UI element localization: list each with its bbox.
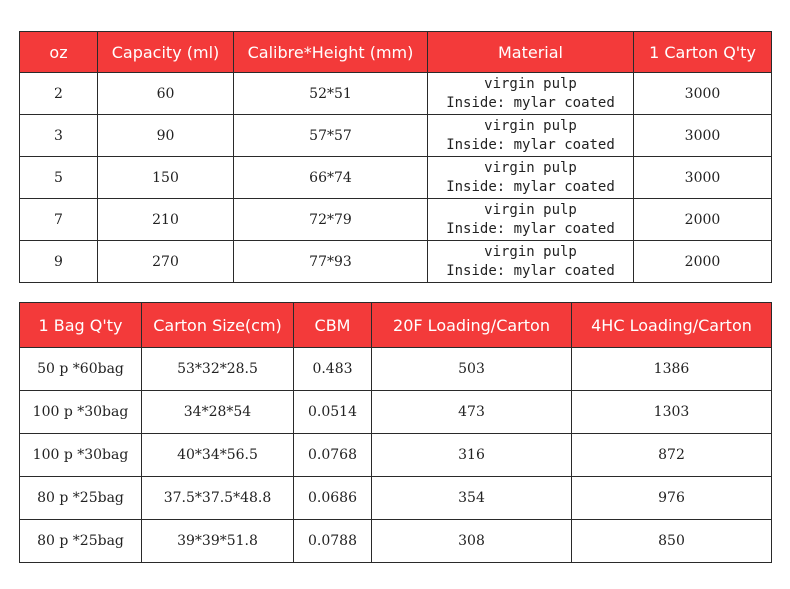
header-carton-size: Carton Size(cm) (142, 303, 294, 348)
table-row (20, 477, 772, 520)
cell-capacity: 90 (98, 115, 234, 157)
material-line-2: Inside: mylar coated (446, 136, 615, 153)
cell-carton-size: 53*32*28.5 (142, 348, 294, 391)
cell-capacity: 150 (98, 157, 234, 199)
cell-oz: 2 (20, 73, 98, 115)
cell-cbm: 0.0686 (294, 477, 372, 520)
cell-20f-loading: 503 (372, 348, 572, 391)
table-row (20, 199, 772, 241)
cell-oz: 5 (20, 157, 98, 199)
cell-carton-size: 34*28*54 (142, 391, 294, 434)
material-line-2: Inside: mylar coated (446, 94, 615, 111)
cell-calibre: 52*51 (234, 73, 428, 115)
material-line-1: virgin pulp (484, 75, 577, 92)
table-row (20, 520, 772, 563)
table-row (20, 157, 772, 199)
header-bag-qty: 1 Bag Q'ty (20, 303, 142, 348)
material-line-1: virgin pulp (484, 201, 577, 218)
header-capacity: Capacity (ml) (98, 32, 234, 73)
cell-20f-loading: 473 (372, 391, 572, 434)
material-line-1: virgin pulp (484, 159, 577, 176)
cell-carton-size: 37.5*37.5*48.8 (142, 477, 294, 520)
cell-bag-qty: 80 p *25bag (20, 477, 142, 520)
header-20f-loading: 20F Loading/Carton (372, 303, 572, 348)
cell-cbm: 0.0514 (294, 391, 372, 434)
cell-oz: 9 (20, 241, 98, 283)
cell-4hc-loading: 1303 (572, 391, 772, 434)
cell-oz: 7 (20, 199, 98, 241)
table-row (20, 434, 772, 477)
table-row (20, 348, 772, 391)
cell-carton-qty: 3000 (634, 115, 772, 157)
cell-capacity: 60 (98, 73, 234, 115)
cell-4hc-loading: 976 (572, 477, 772, 520)
cell-capacity: 210 (98, 199, 234, 241)
cell-carton-qty: 3000 (634, 73, 772, 115)
spec-header-row (20, 32, 772, 73)
cell-carton-qty: 3000 (634, 157, 772, 199)
cell-4hc-loading: 850 (572, 520, 772, 563)
table-row (20, 391, 772, 434)
cell-bag-qty: 100 p *30bag (20, 434, 142, 477)
cell-4hc-loading: 1386 (572, 348, 772, 391)
cell-20f-loading: 316 (372, 434, 572, 477)
material-line-2: Inside: mylar coated (446, 178, 615, 195)
header-calibre-height: Calibre*Height (mm) (234, 32, 428, 73)
cell-oz: 3 (20, 115, 98, 157)
table-row (20, 115, 772, 157)
material-line-1: virgin pulp (484, 117, 577, 134)
cell-cbm: 0.0768 (294, 434, 372, 477)
cell-bag-qty: 80 p *25bag (20, 520, 142, 563)
cell-carton-qty: 2000 (634, 241, 772, 283)
material-line-2: Inside: mylar coated (446, 220, 615, 237)
packing-header-row (20, 303, 772, 348)
cell-carton-qty: 2000 (634, 199, 772, 241)
cell-bag-qty: 50 p *60bag (20, 348, 142, 391)
cell-carton-size: 39*39*51.8 (142, 520, 294, 563)
table-row (20, 73, 772, 115)
cell-material (428, 199, 634, 241)
cell-calibre: 77*93 (234, 241, 428, 283)
cell-calibre: 72*79 (234, 199, 428, 241)
packing-table (19, 302, 772, 563)
cell-calibre: 66*74 (234, 157, 428, 199)
material-line-2: Inside: mylar coated (446, 262, 615, 279)
cell-cbm: 0.483 (294, 348, 372, 391)
cell-material (428, 115, 634, 157)
header-4hc-loading: 4HC Loading/Carton (572, 303, 772, 348)
header-cbm: CBM (294, 303, 372, 348)
cell-20f-loading: 308 (372, 520, 572, 563)
cell-calibre: 57*57 (234, 115, 428, 157)
cell-cbm: 0.0788 (294, 520, 372, 563)
cell-20f-loading: 354 (372, 477, 572, 520)
cell-4hc-loading: 872 (572, 434, 772, 477)
cell-bag-qty: 100 p *30bag (20, 391, 142, 434)
cell-material (428, 241, 634, 283)
header-material: Material (428, 32, 634, 73)
header-oz: oz (20, 32, 98, 73)
cell-material (428, 73, 634, 115)
material-line-1: virgin pulp (484, 243, 577, 260)
product-spec-table (19, 31, 772, 283)
table-row (20, 241, 772, 283)
cell-material (428, 157, 634, 199)
cell-carton-size: 40*34*56.5 (142, 434, 294, 477)
cell-capacity: 270 (98, 241, 234, 283)
header-carton-qty: 1 Carton Q'ty (634, 32, 772, 73)
